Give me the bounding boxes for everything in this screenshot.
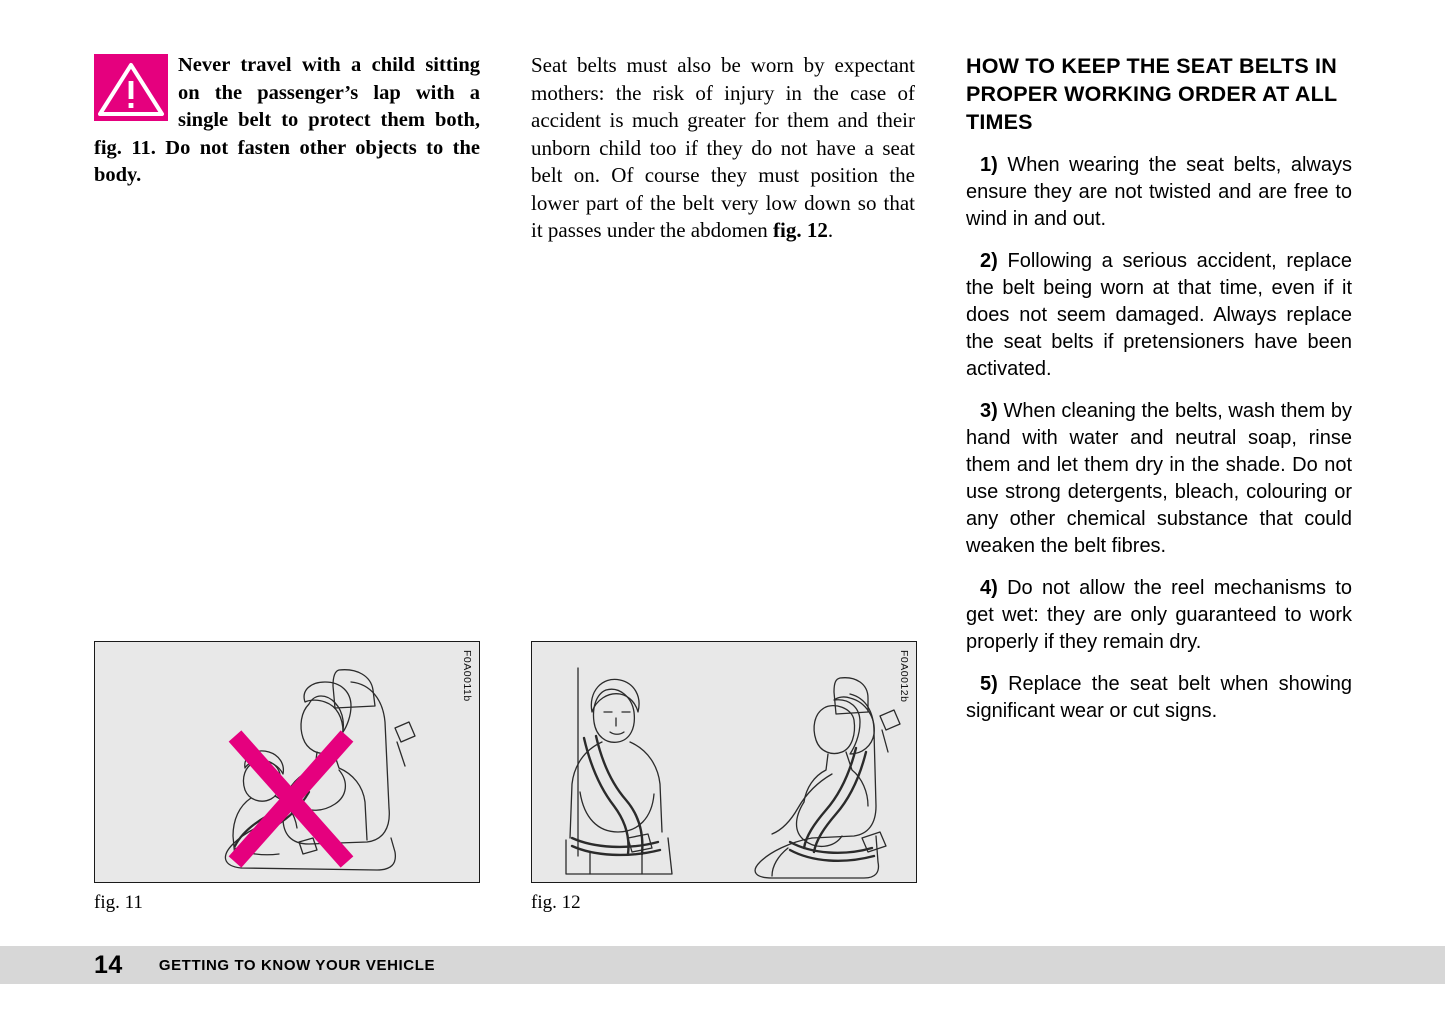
numbered-item-4	[966, 575, 1352, 656]
figure-12	[531, 641, 917, 914]
figure-11	[94, 641, 480, 914]
figure-12-caption: fig. 12	[531, 892, 581, 913]
left-column	[94, 52, 480, 190]
right-column	[966, 52, 1352, 740]
page-footer	[0, 946, 1445, 984]
numbered-item-2	[966, 248, 1352, 383]
numbered-item-1	[966, 152, 1352, 233]
item-2-text: Following a serious accident, replace the belt being worn at that time, even if it does not seem damaged. Always replace the seat belts if pretensioners have been activated.	[966, 250, 1352, 380]
figure-11-image	[94, 641, 480, 883]
item-5-text: Replace the seat belt when showing significant wear or cut signs.	[966, 673, 1352, 722]
middle-paragraph-figref: fig. 12	[773, 218, 828, 242]
item-3-text: When cleaning the belts, wash them by hand with water and neutral soap, rinse them and let them dry in the shade. Do not use strong detergents, bleach, colouring or any other chemical substance that could weaken the belt fibres.	[966, 400, 1352, 557]
footer-section-title: GETTING TO KNOW YOUR VEHICLE	[158, 956, 436, 974]
item-4-text: Do not allow the reel mechanisms to get wet: they are only guaranteed to work properly if they remain dry.	[966, 577, 1352, 653]
middle-paragraph-text: Seat belts must also be worn by expectant mothers: the risk of injury in the case of accident is much greater for them and their unborn child too if they do not have a seat belt on. Of course they must position the lower part of the belt very low down so that it passes under the abdomen	[531, 53, 915, 242]
middle-column	[531, 52, 915, 263]
warning-triangle-icon	[94, 54, 168, 121]
figure-12-image	[531, 641, 917, 883]
item-1-text: When wearing the seat belts, always ensure they are not twisted and are free to wind in and out.	[966, 154, 1352, 230]
page-number: 14	[94, 950, 123, 979]
figure-11-code: F0A0011b	[461, 650, 473, 702]
figure-11-caption: fig. 11	[94, 892, 143, 913]
figure-12-code: F0A0012b	[898, 650, 910, 703]
child-on-lap-prohibited-illustration	[95, 642, 479, 882]
item-2-number: 2)	[980, 250, 998, 272]
numbered-item-3	[966, 398, 1352, 560]
item-1-number: 1)	[980, 154, 998, 176]
warning-text: Never travel with a child sitting on the passenger’s lap with a single belt to protect them both, fig. 11. Do not fasten other objects to the body.	[94, 54, 480, 186]
middle-paragraph	[531, 52, 915, 245]
middle-paragraph-tail: .	[827, 218, 834, 242]
item-4-number: 4)	[980, 577, 998, 599]
item-5-number: 5)	[980, 673, 998, 695]
section-heading: HOW TO KEEP THE SEAT BELTS IN PROPER WORKING ORDER AT ALL TIMES	[966, 54, 1337, 134]
item-3-number: 3)	[980, 400, 998, 422]
numbered-item-5	[966, 671, 1352, 725]
warning-block	[94, 52, 480, 190]
pregnant-woman-seat-belt-illustration	[532, 642, 916, 882]
